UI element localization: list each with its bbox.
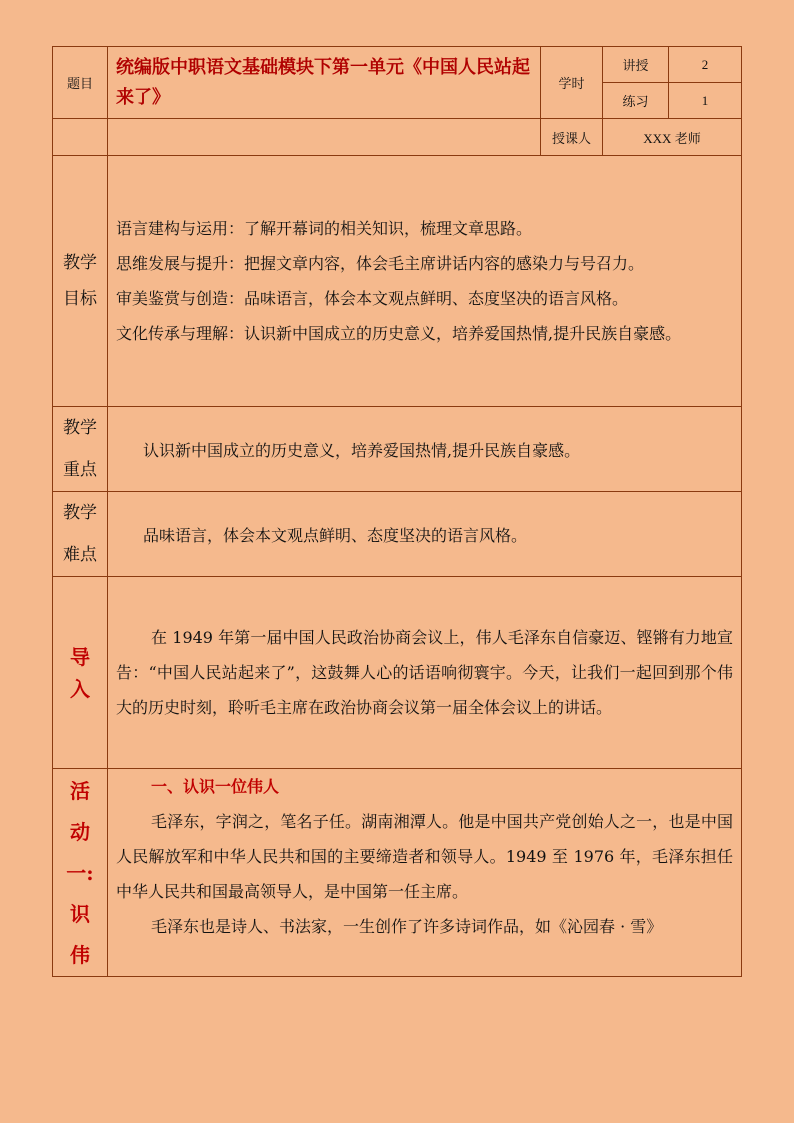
intro-label-line1: 导 xyxy=(70,644,90,669)
activity-label-line: 活 xyxy=(70,779,90,803)
intro-label-line2: 入 xyxy=(70,676,90,701)
key-points-label-line2: 重点 xyxy=(63,460,97,480)
objectives-label xyxy=(53,156,108,407)
header-row-3 xyxy=(53,119,742,156)
lesson-title: 统编版中职语文基础模块下第一单元《中国人民站起来了》 xyxy=(108,47,541,119)
activity-label-line: 识 xyxy=(70,902,90,926)
intro-content xyxy=(108,577,742,769)
key-points-label-line1: 教学 xyxy=(63,418,97,438)
key-points-text: 认识新中国成立的历史意义，培养爱国热情,提升民族自豪感。 xyxy=(108,407,742,492)
difficulties-label-line2: 难点 xyxy=(63,545,97,565)
objectives-content xyxy=(108,156,742,407)
difficulties-label-line1: 教学 xyxy=(63,503,97,523)
empty-cell xyxy=(53,119,108,156)
practice-label: 练习 xyxy=(603,83,669,119)
objective-item: 语言建构与运用：了解开幕词的相关知识，梳理文章思路。 xyxy=(116,219,533,238)
activity-one-paragraph: 毛泽东也是诗人、书法家，一生创作了许多诗词作品，如《沁园春 · 雪》 xyxy=(151,917,663,936)
teacher-value: XXX 老师 xyxy=(603,119,742,156)
activity-label-line: 一: xyxy=(66,861,94,885)
header-row-1 xyxy=(53,47,742,83)
activity-one-row xyxy=(53,769,742,977)
lesson-plan-table xyxy=(52,46,742,977)
intro-label xyxy=(53,577,108,769)
teacher-label: 授课人 xyxy=(541,119,603,156)
lecture-value: 2 xyxy=(669,47,742,83)
objective-item: 审美鉴赏与创造：品味语言，体会本文观点鲜明、态度坚决的语言风格。 xyxy=(116,289,629,308)
objectives-label-line1: 教学 xyxy=(63,253,97,273)
key-points-label xyxy=(53,407,108,492)
difficulties-label xyxy=(53,492,108,577)
objective-item: 文化传承与理解：认识新中国成立的历史意义，培养爱国热情,提升民族自豪感。 xyxy=(116,324,682,343)
practice-value: 1 xyxy=(669,83,742,119)
activity-one-heading: 一、认识一位伟人 xyxy=(151,777,280,796)
activity-one-content xyxy=(108,769,742,977)
activity-label-line: 动 xyxy=(70,820,90,844)
empty-cell xyxy=(108,119,541,156)
difficulties-text: 品味语言，体会本文观点鲜明、态度坚决的语言风格。 xyxy=(108,492,742,577)
activity-one-label xyxy=(53,769,108,977)
intro-paragraph: 在 1949 年第一届中国人民政治协商会议上，伟人毛泽东自信豪迈、铿锵有力地宣告：“中国人民站起来了”，这鼓舞人心的话语响彻寰宇。今天，让我们一起回到那个伟大的历史时刻，聆听毛主席在政治协商会议第一届全体会议上的讲话。 xyxy=(116,628,733,717)
hours-label: 学时 xyxy=(541,47,603,119)
difficulties-row xyxy=(53,492,742,577)
activity-one-paragraph: 毛泽东，字润之，笔名子任。湖南湘潭人。他是中国共产党创始人之一，也是中国人民解放军和中华人民共和国的主要缔造者和领导人。1949 至 1976 年，毛泽东担任中华人民共和国最高领导人，是中国第一任主席。 xyxy=(116,812,733,901)
objectives-row xyxy=(53,156,742,407)
intro-row xyxy=(53,577,742,769)
lecture-label: 讲授 xyxy=(603,47,669,83)
topic-label: 题目 xyxy=(53,47,108,119)
objective-item: 思维发展与提升：把握文章内容，体会毛主席讲话内容的感染力与号召力。 xyxy=(116,254,645,273)
objectives-label-line2: 目标 xyxy=(63,289,97,309)
activity-label-line: 伟 xyxy=(70,943,90,967)
key-points-row xyxy=(53,407,742,492)
